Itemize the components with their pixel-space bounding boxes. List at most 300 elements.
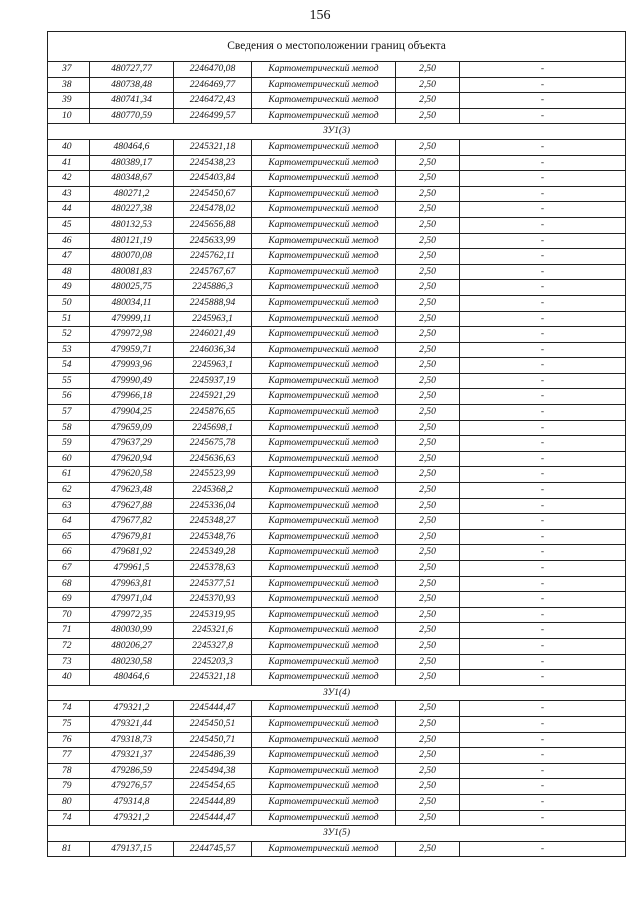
point-number-cell: 51 bbox=[48, 311, 90, 327]
point-number-cell: 48 bbox=[48, 264, 90, 280]
x-coordinate-cell: 479637,29 bbox=[90, 436, 174, 452]
accuracy-cell: 2,50 bbox=[396, 202, 460, 218]
accuracy-cell: 2,50 bbox=[396, 358, 460, 374]
y-coordinate-cell: 2245450,51 bbox=[174, 716, 252, 732]
method-cell: Картометрический метод bbox=[252, 420, 396, 436]
note-cell: - bbox=[460, 498, 626, 514]
point-number-cell: 56 bbox=[48, 389, 90, 405]
y-coordinate-cell: 2245937,19 bbox=[174, 373, 252, 389]
accuracy-cell: 2,50 bbox=[396, 108, 460, 124]
x-coordinate-cell: 480025,75 bbox=[90, 280, 174, 296]
x-coordinate-cell: 479321,44 bbox=[90, 716, 174, 732]
note-cell: - bbox=[460, 295, 626, 311]
y-coordinate-cell: 2245886,3 bbox=[174, 280, 252, 296]
accuracy-cell: 2,50 bbox=[396, 716, 460, 732]
table-row bbox=[48, 77, 626, 93]
table-row bbox=[48, 794, 626, 810]
section-header-row bbox=[48, 826, 626, 842]
method-cell: Картометрический метод bbox=[252, 670, 396, 686]
table-row bbox=[48, 763, 626, 779]
x-coordinate-cell: 479321,37 bbox=[90, 748, 174, 764]
accuracy-cell: 2,50 bbox=[396, 561, 460, 577]
table-row bbox=[48, 576, 626, 592]
method-cell: Картометрический метод bbox=[252, 545, 396, 561]
note-cell: - bbox=[460, 420, 626, 436]
accuracy-cell: 2,50 bbox=[396, 841, 460, 857]
method-cell: Картометрический метод bbox=[252, 810, 396, 826]
note-cell: - bbox=[460, 732, 626, 748]
table-row bbox=[48, 467, 626, 483]
accuracy-cell: 2,50 bbox=[396, 311, 460, 327]
point-number-cell: 81 bbox=[48, 841, 90, 857]
y-coordinate-cell: 2246470,08 bbox=[174, 62, 252, 78]
y-coordinate-cell: 2245348,76 bbox=[174, 529, 252, 545]
y-coordinate-cell: 2246036,34 bbox=[174, 342, 252, 358]
note-cell: - bbox=[460, 233, 626, 249]
note-cell: - bbox=[460, 592, 626, 608]
x-coordinate-cell: 479677,82 bbox=[90, 514, 174, 530]
accuracy-cell: 2,50 bbox=[396, 670, 460, 686]
point-number-cell: 70 bbox=[48, 607, 90, 623]
table-row bbox=[48, 186, 626, 202]
table-row bbox=[48, 670, 626, 686]
y-coordinate-cell: 2245762,11 bbox=[174, 249, 252, 265]
table-row bbox=[48, 607, 626, 623]
y-coordinate-cell: 2245963,1 bbox=[174, 358, 252, 374]
table-row bbox=[48, 280, 626, 296]
x-coordinate-cell: 479904,25 bbox=[90, 405, 174, 421]
y-coordinate-cell: 2245444,47 bbox=[174, 701, 252, 717]
point-number-cell: 49 bbox=[48, 280, 90, 296]
x-coordinate-cell: 479321,2 bbox=[90, 701, 174, 717]
note-cell: - bbox=[460, 623, 626, 639]
method-cell: Картометрический метод bbox=[252, 638, 396, 654]
method-cell: Картометрический метод bbox=[252, 93, 396, 109]
accuracy-cell: 2,50 bbox=[396, 451, 460, 467]
method-cell: Картометрический метод bbox=[252, 701, 396, 717]
accuracy-cell: 2,50 bbox=[396, 264, 460, 280]
table-row bbox=[48, 249, 626, 265]
accuracy-cell: 2,50 bbox=[396, 748, 460, 764]
point-number-cell: 44 bbox=[48, 202, 90, 218]
method-cell: Картометрический метод bbox=[252, 264, 396, 280]
note-cell: - bbox=[460, 514, 626, 530]
note-cell: - bbox=[460, 545, 626, 561]
method-cell: Картометрический метод bbox=[252, 233, 396, 249]
x-coordinate-cell: 480464,6 bbox=[90, 139, 174, 155]
y-coordinate-cell: 2245377,51 bbox=[174, 576, 252, 592]
table-title-row bbox=[48, 32, 626, 62]
accuracy-cell: 2,50 bbox=[396, 436, 460, 452]
note-cell: - bbox=[460, 280, 626, 296]
y-coordinate-cell: 2245876,65 bbox=[174, 405, 252, 421]
point-number-cell: 10 bbox=[48, 108, 90, 124]
x-coordinate-cell: 479961,5 bbox=[90, 561, 174, 577]
x-coordinate-cell: 480081,83 bbox=[90, 264, 174, 280]
method-cell: Картометрический метод bbox=[252, 342, 396, 358]
point-number-cell: 61 bbox=[48, 467, 90, 483]
method-cell: Картометрический метод bbox=[252, 623, 396, 639]
accuracy-cell: 2,50 bbox=[396, 155, 460, 171]
method-cell: Картометрический метод bbox=[252, 841, 396, 857]
table-row bbox=[48, 171, 626, 187]
x-coordinate-cell: 480271,2 bbox=[90, 186, 174, 202]
table-row bbox=[48, 841, 626, 857]
table-row bbox=[48, 373, 626, 389]
x-coordinate-cell: 479623,48 bbox=[90, 483, 174, 499]
x-coordinate-cell: 480727,77 bbox=[90, 62, 174, 78]
method-cell: Картометрический метод bbox=[252, 732, 396, 748]
point-number-cell: 77 bbox=[48, 748, 90, 764]
method-cell: Картометрический метод bbox=[252, 716, 396, 732]
method-cell: Картометрический метод bbox=[252, 155, 396, 171]
table-row bbox=[48, 264, 626, 280]
y-coordinate-cell: 2245921,29 bbox=[174, 389, 252, 405]
x-coordinate-cell: 480206,27 bbox=[90, 638, 174, 654]
point-number-cell: 39 bbox=[48, 93, 90, 109]
point-number-cell: 38 bbox=[48, 77, 90, 93]
y-coordinate-cell: 2246021,49 bbox=[174, 327, 252, 343]
method-cell: Картометрический метод bbox=[252, 186, 396, 202]
table-row bbox=[48, 108, 626, 124]
point-number-cell: 65 bbox=[48, 529, 90, 545]
accuracy-cell: 2,50 bbox=[396, 217, 460, 233]
note-cell: - bbox=[460, 327, 626, 343]
table-row bbox=[48, 732, 626, 748]
x-coordinate-cell: 479286,59 bbox=[90, 763, 174, 779]
note-cell: - bbox=[460, 810, 626, 826]
section-header-row bbox=[48, 124, 626, 140]
point-number-cell: 72 bbox=[48, 638, 90, 654]
table-row bbox=[48, 202, 626, 218]
x-coordinate-cell: 479620,58 bbox=[90, 467, 174, 483]
y-coordinate-cell: 2245767,67 bbox=[174, 264, 252, 280]
point-number-cell: 80 bbox=[48, 794, 90, 810]
table-row bbox=[48, 62, 626, 78]
accuracy-cell: 2,50 bbox=[396, 779, 460, 795]
note-cell: - bbox=[460, 373, 626, 389]
accuracy-cell: 2,50 bbox=[396, 233, 460, 249]
note-cell: - bbox=[460, 155, 626, 171]
y-coordinate-cell: 2245368,2 bbox=[174, 483, 252, 499]
y-coordinate-cell: 2246472,43 bbox=[174, 93, 252, 109]
point-number-cell: 75 bbox=[48, 716, 90, 732]
y-coordinate-cell: 2245450,71 bbox=[174, 732, 252, 748]
note-cell: - bbox=[460, 342, 626, 358]
accuracy-cell: 2,50 bbox=[396, 810, 460, 826]
note-cell: - bbox=[460, 405, 626, 421]
x-coordinate-cell: 479963,81 bbox=[90, 576, 174, 592]
method-cell: Картометрический метод bbox=[252, 108, 396, 124]
accuracy-cell: 2,50 bbox=[396, 623, 460, 639]
table-row bbox=[48, 561, 626, 577]
section-label: ЗУ1(3) bbox=[48, 124, 626, 140]
y-coordinate-cell: 2245963,1 bbox=[174, 311, 252, 327]
method-cell: Картометрический метод bbox=[252, 405, 396, 421]
table-row bbox=[48, 405, 626, 421]
table-row bbox=[48, 217, 626, 233]
x-coordinate-cell: 480464,6 bbox=[90, 670, 174, 686]
note-cell: - bbox=[460, 451, 626, 467]
y-coordinate-cell: 2245478,02 bbox=[174, 202, 252, 218]
method-cell: Картометрический метод bbox=[252, 467, 396, 483]
table-row bbox=[48, 311, 626, 327]
method-cell: Картометрический метод bbox=[252, 529, 396, 545]
x-coordinate-cell: 480034,11 bbox=[90, 295, 174, 311]
accuracy-cell: 2,50 bbox=[396, 763, 460, 779]
accuracy-cell: 2,50 bbox=[396, 483, 460, 499]
method-cell: Картометрический метод bbox=[252, 295, 396, 311]
note-cell: - bbox=[460, 670, 626, 686]
x-coordinate-cell: 479972,98 bbox=[90, 327, 174, 343]
table-row bbox=[48, 779, 626, 795]
y-coordinate-cell: 2245636,63 bbox=[174, 451, 252, 467]
note-cell: - bbox=[460, 529, 626, 545]
y-coordinate-cell: 2245698,1 bbox=[174, 420, 252, 436]
point-number-cell: 42 bbox=[48, 171, 90, 187]
point-number-cell: 66 bbox=[48, 545, 90, 561]
y-coordinate-cell: 2245327,8 bbox=[174, 638, 252, 654]
method-cell: Картометрический метод bbox=[252, 280, 396, 296]
x-coordinate-cell: 480227,38 bbox=[90, 202, 174, 218]
section-header-row bbox=[48, 685, 626, 701]
point-number-cell: 40 bbox=[48, 670, 90, 686]
method-cell: Картометрический метод bbox=[252, 202, 396, 218]
note-cell: - bbox=[460, 186, 626, 202]
method-cell: Картометрический метод bbox=[252, 514, 396, 530]
accuracy-cell: 2,50 bbox=[396, 638, 460, 654]
y-coordinate-cell: 2245370,93 bbox=[174, 592, 252, 608]
note-cell: - bbox=[460, 748, 626, 764]
y-coordinate-cell: 2245450,67 bbox=[174, 186, 252, 202]
y-coordinate-cell: 2244745,57 bbox=[174, 841, 252, 857]
accuracy-cell: 2,50 bbox=[396, 794, 460, 810]
table-row bbox=[48, 155, 626, 171]
y-coordinate-cell: 2245438,23 bbox=[174, 155, 252, 171]
point-number-cell: 50 bbox=[48, 295, 90, 311]
note-cell: - bbox=[460, 249, 626, 265]
accuracy-cell: 2,50 bbox=[396, 701, 460, 717]
method-cell: Картометрический метод bbox=[252, 794, 396, 810]
y-coordinate-cell: 2245203,3 bbox=[174, 654, 252, 670]
note-cell: - bbox=[460, 467, 626, 483]
point-number-cell: 73 bbox=[48, 654, 90, 670]
y-coordinate-cell: 2245494,38 bbox=[174, 763, 252, 779]
method-cell: Картометрический метод bbox=[252, 373, 396, 389]
accuracy-cell: 2,50 bbox=[396, 498, 460, 514]
point-number-cell: 55 bbox=[48, 373, 90, 389]
table-row bbox=[48, 623, 626, 639]
x-coordinate-cell: 479999,11 bbox=[90, 311, 174, 327]
point-number-cell: 63 bbox=[48, 498, 90, 514]
point-number-cell: 67 bbox=[48, 561, 90, 577]
y-coordinate-cell: 2245486,39 bbox=[174, 748, 252, 764]
x-coordinate-cell: 480389,17 bbox=[90, 155, 174, 171]
table-row bbox=[48, 498, 626, 514]
x-coordinate-cell: 479993,96 bbox=[90, 358, 174, 374]
accuracy-cell: 2,50 bbox=[396, 77, 460, 93]
accuracy-cell: 2,50 bbox=[396, 373, 460, 389]
note-cell: - bbox=[460, 62, 626, 78]
note-cell: - bbox=[460, 108, 626, 124]
table-row bbox=[48, 389, 626, 405]
table-row bbox=[48, 748, 626, 764]
y-coordinate-cell: 2245444,89 bbox=[174, 794, 252, 810]
point-number-cell: 37 bbox=[48, 62, 90, 78]
x-coordinate-cell: 479679,81 bbox=[90, 529, 174, 545]
method-cell: Картометрический метод bbox=[252, 748, 396, 764]
y-coordinate-cell: 2245675,78 bbox=[174, 436, 252, 452]
method-cell: Картометрический метод bbox=[252, 358, 396, 374]
point-number-cell: 41 bbox=[48, 155, 90, 171]
point-number-cell: 54 bbox=[48, 358, 90, 374]
x-coordinate-cell: 479659,09 bbox=[90, 420, 174, 436]
y-coordinate-cell: 2245348,27 bbox=[174, 514, 252, 530]
note-cell: - bbox=[460, 654, 626, 670]
point-number-cell: 59 bbox=[48, 436, 90, 452]
x-coordinate-cell: 479990,49 bbox=[90, 373, 174, 389]
method-cell: Картометрический метод bbox=[252, 217, 396, 233]
x-coordinate-cell: 480132,53 bbox=[90, 217, 174, 233]
x-coordinate-cell: 480030,99 bbox=[90, 623, 174, 639]
note-cell: - bbox=[460, 779, 626, 795]
y-coordinate-cell: 2245656,88 bbox=[174, 217, 252, 233]
note-cell: - bbox=[460, 139, 626, 155]
y-coordinate-cell: 2245321,18 bbox=[174, 670, 252, 686]
x-coordinate-cell: 479318,73 bbox=[90, 732, 174, 748]
accuracy-cell: 2,50 bbox=[396, 592, 460, 608]
note-cell: - bbox=[460, 576, 626, 592]
y-coordinate-cell: 2246469,77 bbox=[174, 77, 252, 93]
table-row bbox=[48, 358, 626, 374]
table-row bbox=[48, 233, 626, 249]
x-coordinate-cell: 479627,88 bbox=[90, 498, 174, 514]
accuracy-cell: 2,50 bbox=[396, 295, 460, 311]
x-coordinate-cell: 479972,35 bbox=[90, 607, 174, 623]
point-number-cell: 60 bbox=[48, 451, 90, 467]
x-coordinate-cell: 479620,94 bbox=[90, 451, 174, 467]
point-number-cell: 52 bbox=[48, 327, 90, 343]
y-coordinate-cell: 2245319,95 bbox=[174, 607, 252, 623]
note-cell: - bbox=[460, 77, 626, 93]
note-cell: - bbox=[460, 264, 626, 280]
table-row bbox=[48, 545, 626, 561]
accuracy-cell: 2,50 bbox=[396, 529, 460, 545]
table-row bbox=[48, 592, 626, 608]
table-row bbox=[48, 514, 626, 530]
table-row bbox=[48, 451, 626, 467]
point-number-cell: 78 bbox=[48, 763, 90, 779]
point-number-cell: 74 bbox=[48, 810, 90, 826]
y-coordinate-cell: 2245321,18 bbox=[174, 139, 252, 155]
method-cell: Картометрический метод bbox=[252, 77, 396, 93]
accuracy-cell: 2,50 bbox=[396, 280, 460, 296]
note-cell: - bbox=[460, 561, 626, 577]
point-number-cell: 46 bbox=[48, 233, 90, 249]
accuracy-cell: 2,50 bbox=[396, 514, 460, 530]
note-cell: - bbox=[460, 93, 626, 109]
boundary-coordinates-table bbox=[47, 31, 626, 857]
table-row bbox=[48, 342, 626, 358]
point-number-cell: 62 bbox=[48, 483, 90, 499]
x-coordinate-cell: 479314,8 bbox=[90, 794, 174, 810]
point-number-cell: 71 bbox=[48, 623, 90, 639]
point-number-cell: 57 bbox=[48, 405, 90, 421]
point-number-cell: 74 bbox=[48, 701, 90, 717]
accuracy-cell: 2,50 bbox=[396, 186, 460, 202]
page-number: 156 bbox=[309, 8, 331, 23]
method-cell: Картометрический метод bbox=[252, 576, 396, 592]
accuracy-cell: 2,50 bbox=[396, 467, 460, 483]
note-cell: - bbox=[460, 202, 626, 218]
method-cell: Картометрический метод bbox=[252, 654, 396, 670]
table-row bbox=[48, 93, 626, 109]
table-row bbox=[48, 716, 626, 732]
y-coordinate-cell: 2245378,63 bbox=[174, 561, 252, 577]
table-row bbox=[48, 139, 626, 155]
accuracy-cell: 2,50 bbox=[396, 389, 460, 405]
method-cell: Картометрический метод bbox=[252, 607, 396, 623]
table-row bbox=[48, 638, 626, 654]
accuracy-cell: 2,50 bbox=[396, 249, 460, 265]
note-cell: - bbox=[460, 638, 626, 654]
method-cell: Картометрический метод bbox=[252, 498, 396, 514]
section-label: ЗУ1(4) bbox=[48, 685, 626, 701]
note-cell: - bbox=[460, 794, 626, 810]
note-cell: - bbox=[460, 311, 626, 327]
method-cell: Картометрический метод bbox=[252, 171, 396, 187]
x-coordinate-cell: 479971,04 bbox=[90, 592, 174, 608]
accuracy-cell: 2,50 bbox=[396, 420, 460, 436]
note-cell: - bbox=[460, 607, 626, 623]
accuracy-cell: 2,50 bbox=[396, 576, 460, 592]
method-cell: Картометрический метод bbox=[252, 483, 396, 499]
table-row bbox=[48, 701, 626, 717]
point-number-cell: 68 bbox=[48, 576, 90, 592]
note-cell: - bbox=[460, 171, 626, 187]
method-cell: Картометрический метод bbox=[252, 451, 396, 467]
point-number-cell: 40 bbox=[48, 139, 90, 155]
method-cell: Картометрический метод bbox=[252, 389, 396, 405]
point-number-cell: 43 bbox=[48, 186, 90, 202]
note-cell: - bbox=[460, 763, 626, 779]
point-number-cell: 53 bbox=[48, 342, 90, 358]
note-cell: - bbox=[460, 217, 626, 233]
y-coordinate-cell: 2246499,57 bbox=[174, 108, 252, 124]
accuracy-cell: 2,50 bbox=[396, 171, 460, 187]
table-row bbox=[48, 436, 626, 452]
method-cell: Картометрический метод bbox=[252, 592, 396, 608]
point-number-cell: 79 bbox=[48, 779, 90, 795]
method-cell: Картометрический метод bbox=[252, 249, 396, 265]
x-coordinate-cell: 479276,57 bbox=[90, 779, 174, 795]
accuracy-cell: 2,50 bbox=[396, 139, 460, 155]
accuracy-cell: 2,50 bbox=[396, 545, 460, 561]
method-cell: Картометрический метод bbox=[252, 139, 396, 155]
note-cell: - bbox=[460, 841, 626, 857]
table-row bbox=[48, 327, 626, 343]
y-coordinate-cell: 2245349,28 bbox=[174, 545, 252, 561]
accuracy-cell: 2,50 bbox=[396, 732, 460, 748]
table-row bbox=[48, 654, 626, 670]
note-cell: - bbox=[460, 389, 626, 405]
note-cell: - bbox=[460, 483, 626, 499]
y-coordinate-cell: 2245523,99 bbox=[174, 467, 252, 483]
x-coordinate-cell: 479321,2 bbox=[90, 810, 174, 826]
method-cell: Картометрический метод bbox=[252, 436, 396, 452]
point-number-cell: 45 bbox=[48, 217, 90, 233]
x-coordinate-cell: 480741,34 bbox=[90, 93, 174, 109]
